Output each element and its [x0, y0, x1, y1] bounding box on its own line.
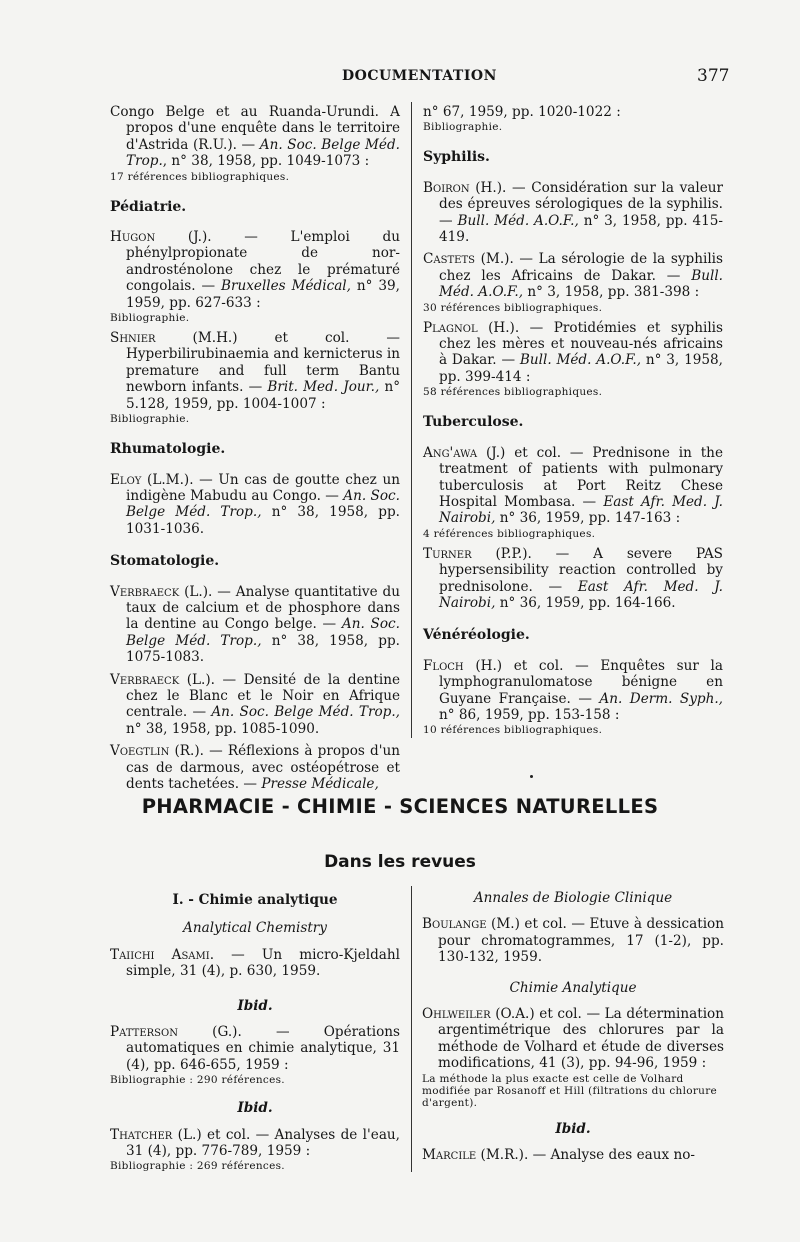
entry-author: Ohlweiler	[422, 1006, 491, 1023]
entry-citation: n° 36, 1959, pp. 164-166.	[495, 594, 676, 611]
entry-author: Patterson	[110, 1024, 178, 1041]
entry-note: La méthode la plus exacte est celle de Volhard modifiée par Rosanoff et Hill (filtrations du chlorure d'argent).	[422, 1072, 718, 1109]
entry-body: (H.) et col. — Enquêtes sur la lymphogranulomatose bénigne en Guyane Française. —	[439, 657, 723, 707]
entry-text	[422, 1147, 724, 1163]
entry-journal: Bull. Méd. A.O.F.,	[457, 212, 579, 229]
entry-author: Boulange	[422, 916, 487, 933]
entry-author: Eloy	[110, 471, 142, 488]
entry-journal: Brit. Med. Jour.,	[267, 379, 380, 396]
entry-text	[423, 658, 723, 724]
entry-author: Plagnol	[423, 319, 478, 336]
entry-citation: n° 3, 1958, pp. 399-414 :	[439, 352, 723, 385]
entry-author: Thatcher	[110, 1126, 173, 1143]
entry-author: Shnier	[110, 330, 156, 347]
entry-text	[110, 743, 400, 792]
entry-author: Verbraeck	[110, 583, 180, 600]
entry-body: (L.) et col. — Analyses de l'eau, 31 (4), pp. 776-789, 1959 :	[126, 1126, 400, 1160]
entry-text	[423, 546, 723, 612]
bibliography-entry	[423, 104, 723, 133]
entry-citation: n° 86, 1959, pp. 153-158 :	[439, 706, 620, 723]
entry-body: Congo Belge et au Ruanda-Urundi. A propos d'une enquête dans le territoire d'Astrida (R.U.). —	[110, 104, 400, 153]
bibliography-entry	[422, 916, 724, 965]
entry-body: . — Un micro-Kjeldahl simple, 31 (4), p. 630, 1959.	[126, 946, 400, 980]
entry-text	[110, 330, 400, 412]
entry-note: Bibliographie.	[110, 413, 190, 426]
entry-citation: n° 3, 1958, pp. 415-419.	[439, 212, 724, 246]
entry-author: Marcile	[422, 1147, 477, 1164]
bibliography-entry	[110, 229, 400, 324]
entry-citation: n° 39, 1959, pp. 627-633 :	[126, 278, 400, 311]
entry-text	[110, 1127, 400, 1160]
entry-author: Castets	[423, 251, 475, 268]
section-heading-stomatologie: Stomatologie.	[110, 553, 220, 570]
entry-body: (J.). — L'emploi du phénylpropionate de nor-androsténolone chez le prématuré congolais. —	[126, 229, 400, 295]
entry-text	[110, 584, 400, 666]
entry-text	[423, 104, 723, 120]
entry-text	[110, 947, 400, 980]
entry-text	[422, 916, 724, 965]
ibid-heading: Ibid.	[237, 997, 273, 1014]
entry-body: (H.). — Protidémies et syphilis chez les mères et nouveau-nés africains à Dakar. —	[439, 319, 723, 369]
entry-text	[423, 445, 723, 527]
bibliography-entry	[110, 1024, 400, 1086]
bibliography-entry	[110, 672, 400, 738]
entry-citation: n° 5.128, 1959, pp. 1004-1007 :	[126, 379, 400, 412]
entry-journal: Bull. Méd. A.O.F.,	[439, 267, 723, 301]
bibliography-entry	[110, 743, 400, 792]
bibliography-entry	[422, 1147, 724, 1163]
entry-body: (M.) et col. — Etuve à dessication pour chromatogrammes, 17 (1-2), pp. 130-132, 1959.	[438, 916, 724, 966]
bibliography-entry	[110, 472, 400, 538]
entry-text	[110, 472, 400, 538]
entry-author: Verbraeck	[110, 671, 180, 688]
section-heading-chimie-analytique: I. - Chimie analytique	[172, 892, 338, 908]
entry-author: Floch	[423, 657, 464, 674]
bibliography-entry	[110, 584, 400, 666]
entry-body: n° 67, 1959, pp. 1020-1022 :	[423, 104, 621, 120]
page-number: 377	[697, 66, 730, 86]
entry-body: (L.). — Analyse quantitative du taux de calcium et de phosphore dans la dentine au Congo belge. —	[126, 583, 400, 633]
section-heading-syphilis: Syphilis.	[423, 149, 490, 166]
column-divider-bottom	[411, 886, 412, 1172]
entry-text	[110, 104, 400, 170]
entry-text	[423, 320, 723, 386]
entry-journal: An. Soc. Belge Méd. Trop.,	[211, 704, 400, 721]
entry-citation: n° 38, 1958, pp. 1075-1083.	[126, 632, 400, 666]
entry-citation: n° 36, 1959, pp. 147-163 :	[495, 510, 681, 527]
running-head: DOCUMENTATION	[342, 68, 497, 84]
entry-text	[423, 251, 723, 300]
entry-note: 17 références bibliographiques.	[110, 170, 290, 183]
entry-citation: , n° 38, 1958, pp. 1049-1073 :	[162, 153, 370, 170]
journal-heading: Analytical Chemistry	[183, 920, 327, 937]
entry-citation: n° 3, 1958, pp. 381-398 :	[523, 284, 700, 301]
ink-dot	[530, 775, 533, 778]
entry-journal: Bruxelles Médical,	[220, 278, 351, 295]
entry-note: Bibliographie : 269 références.	[110, 1160, 285, 1173]
entry-note: 58 références bibliographiques.	[423, 386, 603, 399]
bibliography-entry	[423, 180, 723, 246]
bibliography-entry	[423, 658, 723, 737]
bibliography-entry	[422, 1006, 724, 1109]
entry-note: 10 références bibliographiques.	[423, 724, 603, 737]
entry-journal: An. Soc. Belge Méd. Trop.	[126, 136, 401, 170]
entry-body: (J.) et col. — Prednisone in the treatment of patients with pulmonary tuberculosis at Port Reitz Chese Hospital Mombasa. —	[439, 444, 723, 510]
entry-journal: An. Soc. Belge Méd. Trop.,	[126, 616, 400, 649]
entry-journal: An. Derm. Syph.,	[599, 690, 724, 707]
ibid-heading: Ibid.	[237, 1100, 273, 1117]
bibliography-entry	[110, 1127, 400, 1173]
entry-note: Bibliographie : 290 références.	[110, 1074, 285, 1087]
entry-body: (M.). — La sérologie de la syphilis chez les Africains de Dakar. —	[439, 251, 723, 284]
bottom-left-column	[110, 886, 400, 1178]
entry-text	[110, 1024, 400, 1073]
entry-author: Hugon	[110, 229, 156, 246]
entry-body: (L.). — Densité de la dentine chez le Blanc et le Noir en Afrique centrale. —	[126, 671, 400, 721]
bibliography-entry	[423, 251, 723, 313]
entry-note: Bibliographie.	[110, 312, 190, 325]
bibliography-entry	[423, 546, 723, 612]
journal-heading: Chimie Analytique	[509, 979, 637, 996]
journal-heading: Annales de Biologie Clinique	[473, 890, 673, 906]
entry-citation: n° 38, 1958, pp. 1085-1090.	[126, 720, 320, 737]
bibliography-entry	[110, 330, 400, 425]
entry-journal: Presse Médicale,	[261, 776, 379, 792]
entry-journal: East Afr. Med. J. Nairobi,	[439, 578, 723, 611]
entry-note: 4 références bibliographiques.	[423, 527, 596, 540]
entry-author: Turner	[423, 545, 472, 562]
entry-journal: Bull. Méd. A.O.F.,	[519, 352, 642, 369]
entry-note: 30 références bibliographiques.	[423, 301, 603, 314]
bibliography-entry	[423, 445, 723, 540]
section-heading-rhumatologie: Rhumatologie.	[110, 441, 226, 458]
top-left-column	[110, 104, 400, 798]
bibliography-entry	[110, 947, 400, 980]
top-right-column	[423, 104, 723, 742]
entry-note: Bibliographie.	[423, 121, 503, 134]
section-heading-venereologie: Vénéréologie.	[423, 627, 530, 644]
entry-text	[423, 180, 723, 246]
entry-body: (P.P.). — A severe PAS hypersensibility reaction controlled by prednisolone. —	[439, 545, 723, 595]
entry-author: Boiron	[423, 179, 470, 196]
entry-body: (G.). — Opérations automatiques en chimie analytique, 31 (4), pp. 646-655, 1959 :	[126, 1024, 400, 1073]
entry-body: (M.R.). — Analyse des eaux no-	[476, 1147, 696, 1164]
block-subtitle: Dans les revues	[324, 852, 476, 872]
entry-journal: An. Soc. Belge Méd. Trop.,	[126, 487, 400, 521]
entry-citation: n° 38, 1958, pp. 1031-1036.	[126, 504, 400, 537]
bibliography-entry	[110, 104, 400, 183]
entry-text	[422, 1006, 724, 1072]
entry-author: Taiichi Asami	[110, 946, 210, 963]
bibliography-entry	[423, 320, 723, 399]
entry-body: (R.). — Réflexions à propos d'un cas de darmous, avec ostéopétrose et dents tachetées. —	[126, 743, 400, 792]
entry-text	[110, 229, 400, 311]
entry-body: (O.A.) et col. — La détermination argentimétrique des chlorures par la méthode de Volhard et étude de diverses modifications, 41 (3), pp. 94-96, 1959 :	[438, 1006, 724, 1072]
entry-body: (H.). — Considération sur la valeur des épreuves sérologiques de la syphilis. —	[439, 179, 723, 229]
column-divider-top	[411, 102, 412, 738]
entry-author: Ang'awa	[423, 444, 478, 461]
section-heading-tuberculose: Tuberculose.	[423, 414, 524, 431]
ibid-heading: Ibid.	[555, 1120, 591, 1137]
bottom-right-column	[422, 886, 724, 1169]
entry-author: Voegtlin	[110, 743, 170, 760]
entry-body: (L.M.). — Un cas de goutte chez un indigène Mabudu au Congo. —	[126, 471, 400, 504]
entry-journal: East Afr. Med. J. Nairobi,	[439, 493, 723, 527]
entry-text	[110, 672, 400, 738]
entry-body: (M.H.) et col. — Hyperbilirubinaemia and kernicterus in premature and full term Bantu newborn infants. —	[126, 330, 400, 396]
section-heading-pediatrie: Pédiatrie.	[110, 198, 187, 215]
block-title: PHARMACIE - CHIMIE - SCIENCES NATURELLES	[141, 795, 659, 818]
